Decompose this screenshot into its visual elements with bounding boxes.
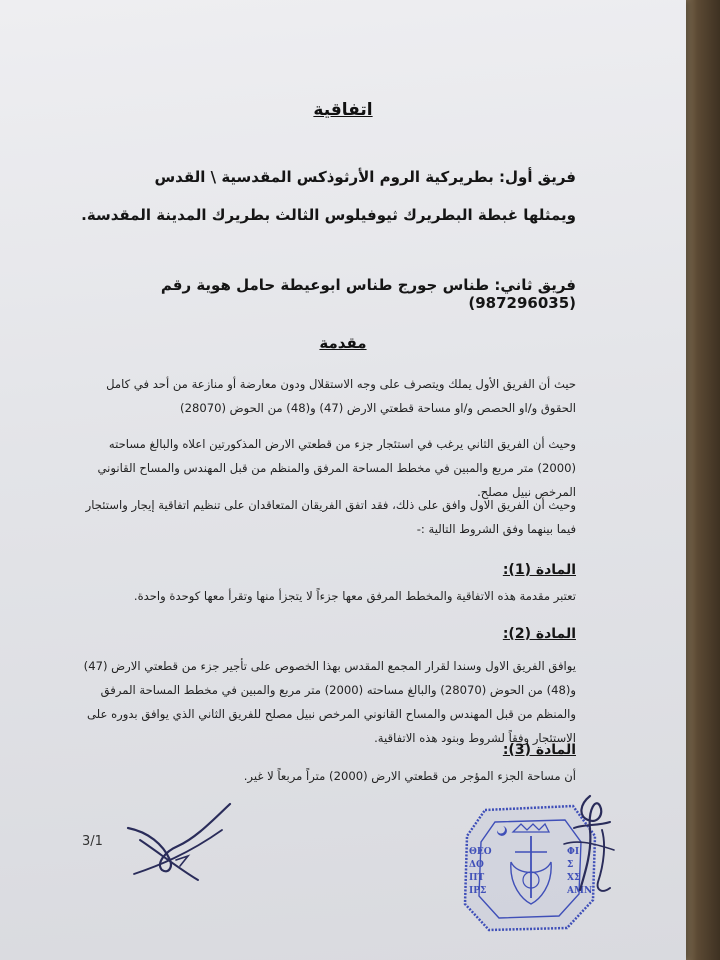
intro-heading: مقدمة bbox=[319, 334, 367, 352]
intro-paragraph-2: وحيث أن الفريق الثاني يرغب في استئجار جزء من قطعتي الارض المذكورتين اعلاه والبالغ مساحته (2000) متر مربع والمبين في مخطط المساحة المرفق والمنظم من قبل المهندس والمساح القانوني المرخص نبيل مصلح. bbox=[97, 437, 576, 499]
intro-paragraph-3: وحيث أن الفريق الاول وافق على ذلك، فقد اتفق الفريقان المتعاقدان على تنظيم اتفاقية إيجار واستئجار فيما بينهما وفق الشروط التالية :- bbox=[85, 498, 576, 536]
signature-right bbox=[540, 790, 640, 910]
intro-paragraph-1: حيث أن الفريق الأول يملك ويتصرف على وجه الاستقلال ودون معارضة أو منازعة من أحد في كامل الحقوق و/او الحصص و/او مساحة قطعتي الارض (47) و(48) من الحوض (28070) bbox=[106, 377, 576, 415]
signature-left bbox=[118, 800, 238, 886]
article-1-heading: المادة (1): bbox=[502, 562, 576, 578]
article-2-heading: المادة (2): bbox=[502, 626, 576, 642]
stamp-right-letters: ΦΙ Σ ΧΣ ΑΜΝ bbox=[567, 847, 593, 896]
article-2-text: يوافق الفريق الاول وسندا لقرار المجمع المقدس بهذا الخصوص على تأجير جزء من قطعتي الارض (47) و(48) من الحوض (28070) والبالغ مساحته (2000) متر مربع والمبين في مخطط المساحة المرفق والمنظم من قبل المهندس والمساح القانوني المرخص نبيل مصلح للفريق الثاني الذي يوافق بدوره على الاستئجار وفقاً لشروط وبنود هذه الاتفاقية. bbox=[83, 659, 576, 745]
stamp-left-letters: ΘΕΟ ΔΟ ΠΤ ΙΡΣ bbox=[469, 847, 492, 896]
party-one-line1: فريق أول: بطريركية الروم الأرثوذكس المقدسية \ القدس bbox=[154, 168, 576, 186]
party-two: فريق ثاني: طناس جورج طناس ابوعيطة حامل هوية رقم (987296035) bbox=[160, 276, 576, 312]
desk-background bbox=[682, 0, 720, 960]
page-number: 3/1 bbox=[82, 834, 103, 849]
article-1-text: تعتبر مقدمة هذه الاتفاقية والمخطط المرفق معها جزءاً لا يتجزأ منها وتقرأ معها كوحدة واحدة. bbox=[133, 589, 576, 603]
article-3-heading: المادة (3): bbox=[502, 742, 576, 758]
article-3-text: أن مساحة الجزء المؤجر من قطعتي الارض (2000) متراً مربعاً لا غير. bbox=[243, 769, 576, 783]
party-one-line2: ويمثلها غبطة البطريرك ثيوفيلوس الثالث بطريرك المدينة المقدسة. bbox=[81, 206, 576, 224]
document-title: اتفاقية bbox=[313, 100, 373, 120]
